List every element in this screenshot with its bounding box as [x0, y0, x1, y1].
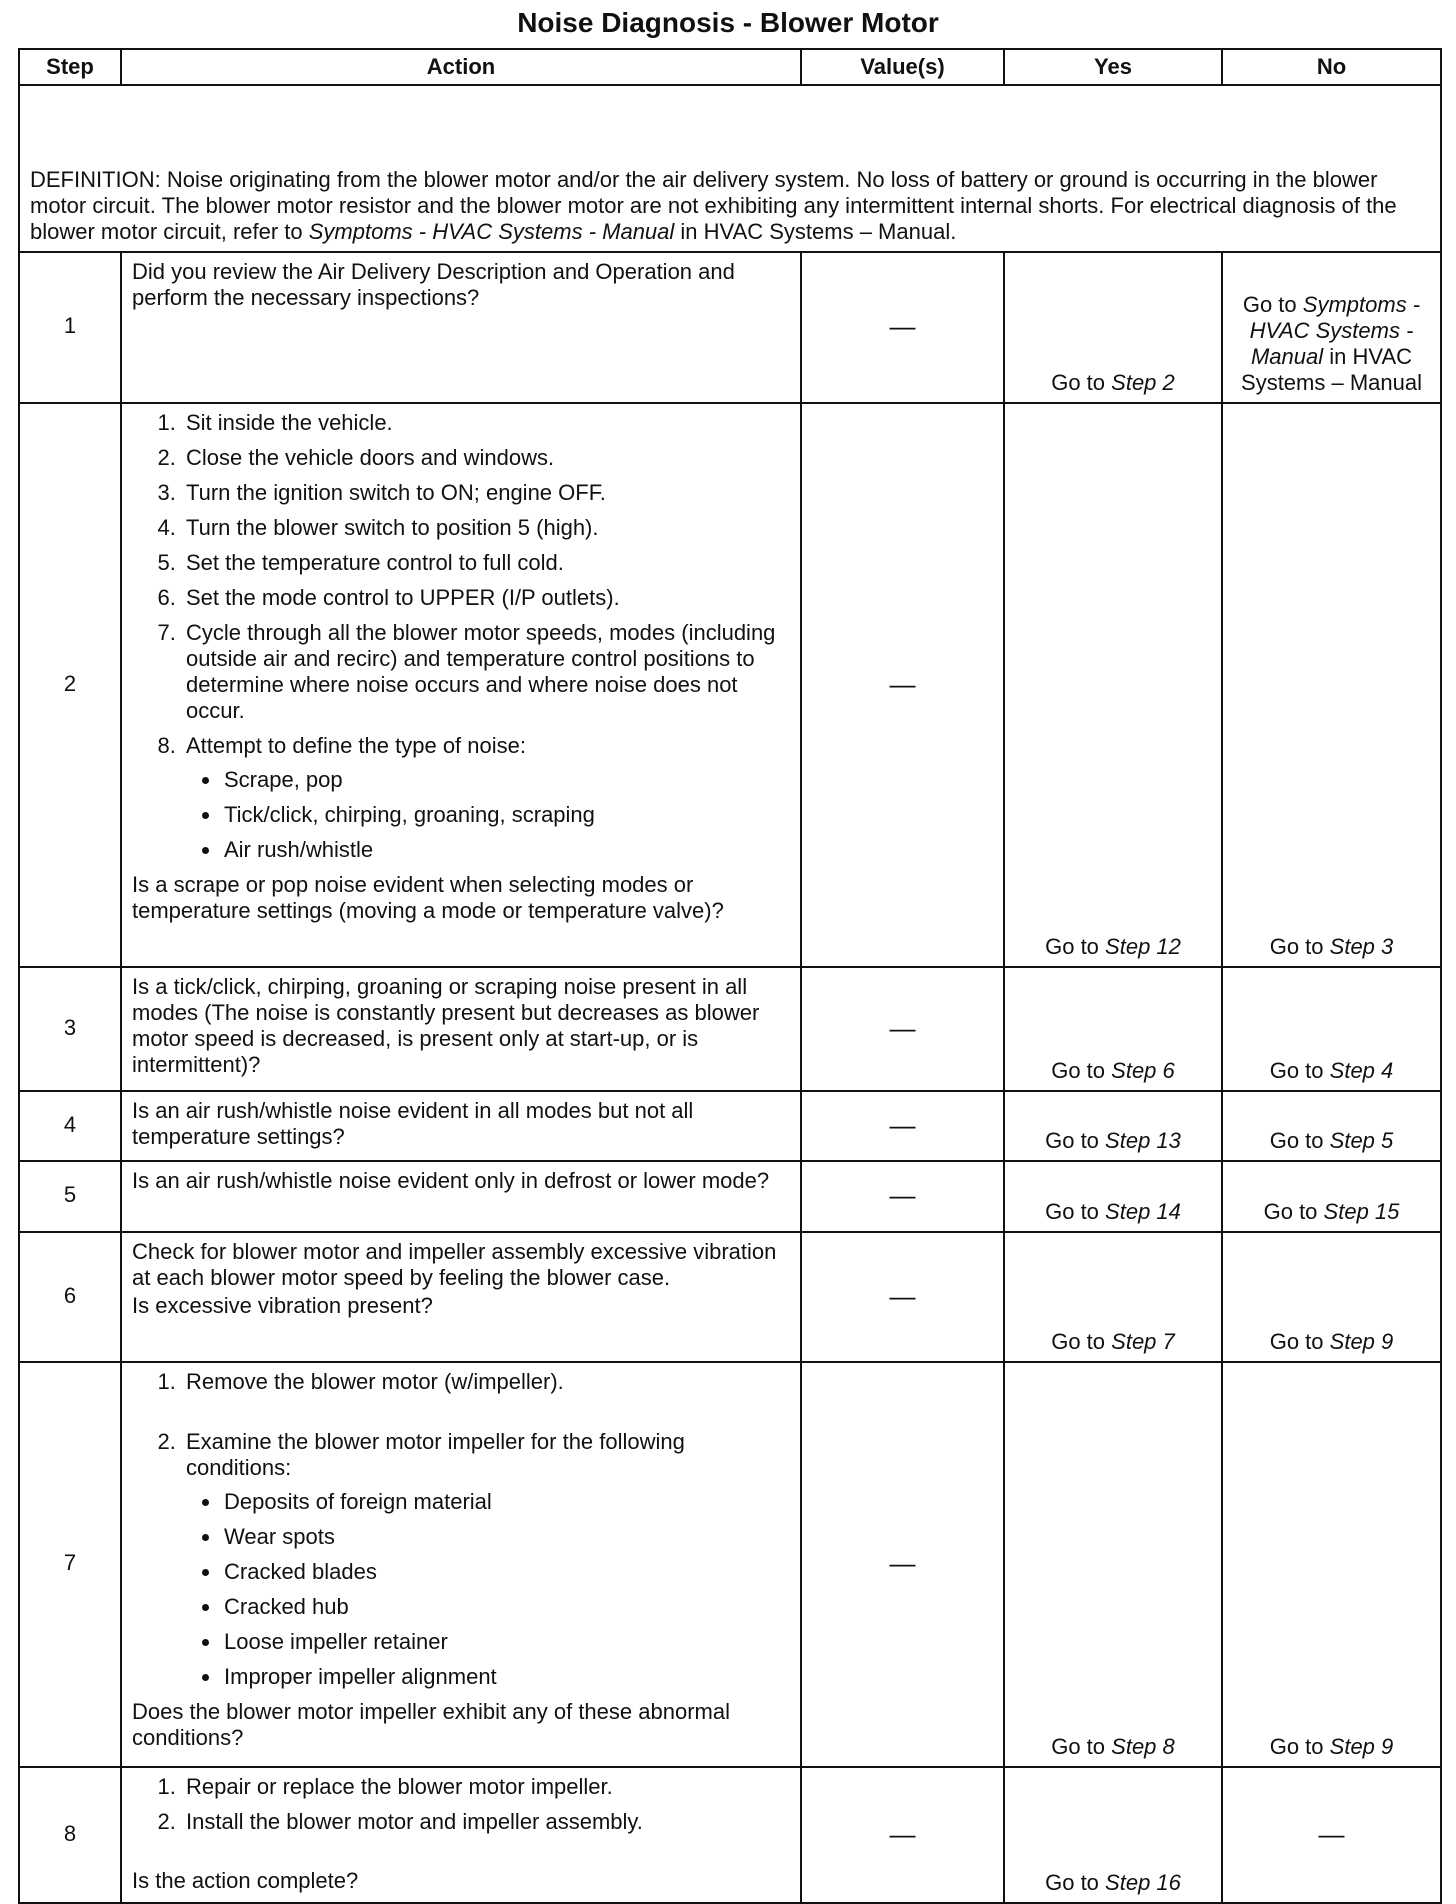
no-cell: [1222, 252, 1441, 403]
no-reference-link[interactable]: Symptoms - HVAC Systems - Manual: [1249, 292, 1421, 369]
go-to-text: Go to: [1242, 292, 1297, 317]
header-step: Step: [19, 49, 121, 85]
no-step-link[interactable]: Step 9: [1329, 1734, 1394, 1759]
no-cell: [1222, 1232, 1441, 1362]
value-cell: —: [801, 967, 1004, 1091]
step-number: 3: [19, 967, 121, 1091]
procedure-item: [182, 733, 790, 863]
go-to-text: Go to: [1051, 370, 1106, 395]
no-step-link[interactable]: Step 5: [1329, 1128, 1394, 1153]
no-cell: [1222, 1091, 1441, 1161]
bullet-item: • Scrape, pop: [222, 767, 790, 793]
procedure-list: [132, 410, 790, 863]
procedure-item: 2. Install the blower motor and impeller assembly.: [182, 1809, 790, 1835]
action-cell: [121, 967, 801, 1091]
yes-step-link[interactable]: Step 14: [1105, 1199, 1181, 1224]
no-cell: [1222, 967, 1441, 1091]
go-to-text: Go to: [1045, 1870, 1099, 1895]
table-row-step-6: [19, 1232, 1441, 1362]
procedure-item: 4. Turn the blower switch to position 5 (high).: [182, 515, 790, 541]
table-row-step-1: [19, 252, 1441, 403]
go-to-text: Go to: [1051, 1329, 1106, 1354]
no-cell: [1222, 1161, 1441, 1232]
procedure-item: 1. Sit inside the vehicle.: [182, 410, 790, 436]
go-to-text: Go to: [1269, 1058, 1324, 1083]
yes-step-link[interactable]: Step 12: [1105, 934, 1181, 959]
table-row-step-2: [19, 403, 1441, 967]
document-title: Noise Diagnosis - Blower Motor: [517, 7, 939, 38]
action-question: Does the blower motor impeller exhibit any of these abnormal conditions?: [132, 1699, 730, 1750]
yes-cell: [1004, 1767, 1222, 1903]
action-question: Did you review the Air Delivery Description and Operation and perform the necessary inspections?: [132, 259, 735, 310]
procedure-item-text: Attempt to define the type of noise:: [186, 733, 526, 758]
action-text: Check for blower motor and impeller assembly excessive vibration at each blower motor speed by feeling the blower case.: [132, 1239, 777, 1290]
no-step-link[interactable]: Step 4: [1329, 1058, 1394, 1083]
action-question: Is the action complete?: [132, 1868, 359, 1893]
step-number: 5: [19, 1161, 121, 1232]
procedure-item-text: Examine the blower motor impeller for the following conditions:: [186, 1429, 685, 1480]
action-question: Is an air rush/whistle noise evident in all modes but not all temperature settings?: [132, 1098, 694, 1149]
procedure-item: 2. Close the vehicle doors and windows.: [182, 445, 790, 471]
value-cell: —: [801, 1161, 1004, 1232]
definition-reference: Symptoms - HVAC Systems - Manual: [308, 219, 675, 244]
yes-step-link[interactable]: Step 2: [1111, 370, 1175, 395]
action-cell: [121, 1091, 801, 1161]
go-to-text: Go to: [1269, 1734, 1324, 1759]
bullet-item: • Tick/click, chirping, groaning, scraping: [222, 802, 790, 828]
procedure-item: [182, 1429, 790, 1690]
step-number: 4: [19, 1091, 121, 1161]
bullet-item: • Wear spots: [222, 1524, 790, 1550]
table-row-step-3: [19, 967, 1441, 1091]
definition-cell: [19, 85, 1441, 252]
action-question: Is a tick/click, chirping, groaning or scraping noise present in all modes (The noise is constantly present but decreases as blower motor speed is decreased, is present only at start-up, or is intermittent)?: [132, 974, 760, 1077]
definition-row: [19, 85, 1441, 252]
no-cell: —: [1222, 1767, 1441, 1903]
bullet-item: • Cracked hub: [222, 1594, 790, 1620]
value-cell: —: [801, 1767, 1004, 1903]
yes-cell: [1004, 967, 1222, 1091]
procedure-item: 6. Set the mode control to UPPER (I/P outlets).: [182, 585, 790, 611]
table-row-step-8: [19, 1767, 1441, 1903]
action-question: Is an air rush/whistle noise evident only in defrost or lower mode?: [132, 1168, 770, 1193]
step-number: 8: [19, 1767, 121, 1903]
definition-text: DEFINITION: Noise originating from the blower motor and/or the air delivery system. No loss of battery or ground is occurring in the blower motor circuit. The blower motor resistor and the blower motor are not exhibiting any intermittent internal shorts. For electrical diagnosis of the blower motor circuit, refer to: [30, 167, 1397, 244]
value-cell: —: [801, 1232, 1004, 1362]
bullet-item: • Cracked blades: [222, 1559, 790, 1585]
bullet-item: • Air rush/whistle: [222, 837, 790, 863]
procedure-list: [132, 1369, 790, 1690]
procedure-item: 7. Cycle through all the blower motor speeds, modes (including outside air and recirc) and temperature control positions to determine where noise occurs and where noise does not occur.: [182, 620, 790, 724]
yes-cell: [1004, 1161, 1222, 1232]
bullet-item: • Improper impeller alignment: [222, 1664, 790, 1690]
procedure-item: 5. Set the temperature control to full cold.: [182, 550, 790, 576]
go-to-text: Go to: [1263, 1199, 1318, 1224]
step-number: 7: [19, 1362, 121, 1767]
action-cell: [121, 403, 801, 967]
condition-list: [186, 1489, 790, 1690]
go-to-text: Go to: [1045, 934, 1099, 959]
action-cell: [121, 1362, 801, 1767]
action-question: Is a scrape or pop noise evident when selecting modes or temperature settings (moving a mode or temperature valve)?: [132, 872, 724, 923]
yes-cell: [1004, 403, 1222, 967]
action-cell: [121, 1161, 801, 1232]
go-to-text: Go to: [1045, 1199, 1099, 1224]
action-question: Is excessive vibration present?: [132, 1293, 433, 1318]
yes-cell: [1004, 1091, 1222, 1161]
no-cell: [1222, 403, 1441, 967]
header-values: Value(s): [801, 49, 1004, 85]
procedure-item: 1. Repair or replace the blower motor impeller.: [182, 1774, 790, 1800]
procedure-item: 1. Remove the blower motor (w/impeller).: [182, 1369, 790, 1395]
yes-cell: [1004, 1232, 1222, 1362]
bullet-item: • Loose impeller retainer: [222, 1629, 790, 1655]
noise-type-list: [186, 767, 790, 863]
yes-step-link[interactable]: Step 6: [1111, 1058, 1175, 1083]
header-row: [19, 49, 1441, 85]
yes-step-link[interactable]: Step 7: [1111, 1329, 1175, 1354]
go-to-text: Go to: [1269, 1128, 1324, 1153]
table-row-step-7: [19, 1362, 1441, 1767]
value-cell: —: [801, 1091, 1004, 1161]
value-cell: —: [801, 252, 1004, 403]
no-step-link[interactable]: Step 15: [1323, 1199, 1400, 1224]
bullet-item: • Deposits of foreign material: [222, 1489, 790, 1515]
action-cell: [121, 1232, 801, 1362]
yes-step-link[interactable]: Step 13: [1105, 1128, 1181, 1153]
header-yes: Yes: [1004, 49, 1222, 85]
yes-cell: [1004, 1362, 1222, 1767]
no-step-link[interactable]: Step 9: [1329, 1329, 1394, 1354]
table-row-step-5: [19, 1161, 1441, 1232]
no-cell: [1222, 1362, 1441, 1767]
table-row-step-4: [19, 1091, 1441, 1161]
step-number: 2: [19, 403, 121, 967]
go-to-text: Go to: [1269, 934, 1324, 959]
no-reference-in: in: [1329, 344, 1347, 369]
header-action: Action: [121, 49, 801, 85]
go-to-text: Go to: [1051, 1734, 1106, 1759]
action-cell: [121, 1767, 801, 1903]
yes-step-link[interactable]: Step 8: [1111, 1734, 1175, 1759]
action-cell: [121, 252, 801, 403]
value-cell: —: [801, 1362, 1004, 1767]
go-to-text: Go to: [1045, 1128, 1099, 1153]
yes-cell: [1004, 252, 1222, 403]
no-step-link[interactable]: Step 3: [1329, 934, 1394, 959]
step-number: 6: [19, 1232, 121, 1362]
definition-text-end: in HVAC Systems – Manual.: [674, 219, 957, 244]
procedure-list: [132, 1774, 790, 1835]
header-no: No: [1222, 49, 1441, 85]
step-number: 1: [19, 252, 121, 403]
yes-step-link[interactable]: Step 16: [1105, 1870, 1181, 1895]
procedure-item: 3. Turn the ignition switch to ON; engine OFF.: [182, 480, 790, 506]
go-to-text: Go to: [1269, 1329, 1324, 1354]
no-reference-tail: HVAC Systems – Manual: [1241, 344, 1422, 395]
go-to-text: Go to: [1051, 1058, 1106, 1083]
value-cell: —: [801, 403, 1004, 967]
noise-diagnosis-table: [18, 48, 1442, 1904]
